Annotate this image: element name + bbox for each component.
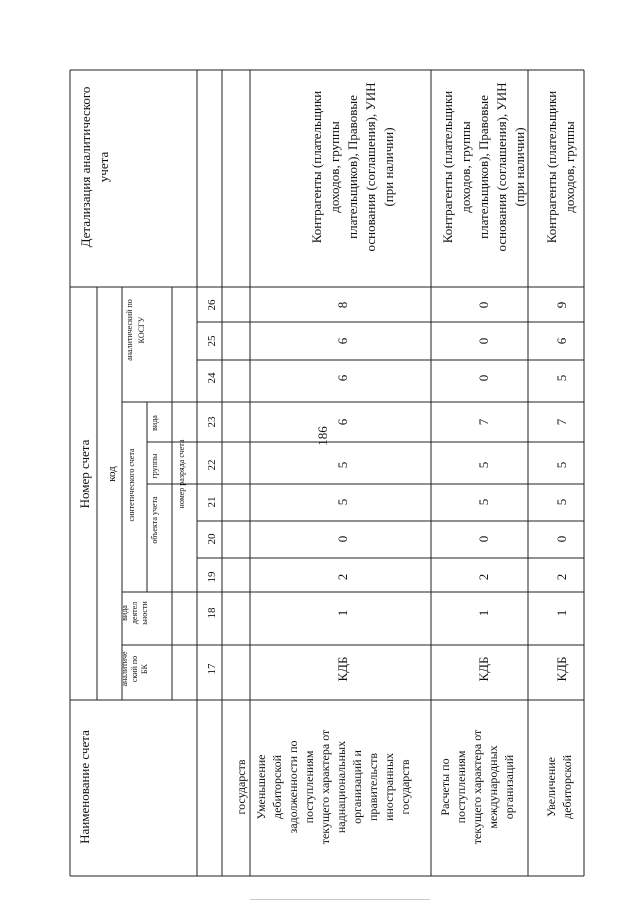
digit-cell: 22 (206, 459, 218, 471)
value-cell: 5 (335, 461, 350, 469)
digit-cell: 21 (206, 496, 218, 508)
value-cell: 9 (554, 301, 569, 309)
detail-line: доходов, группы (327, 121, 342, 213)
value-cell: 5 (476, 498, 491, 506)
svg-text:Детализация аналитического: Детализация аналитического (78, 86, 93, 248)
header-group: группы (150, 453, 159, 479)
detail-line: плательщиков), Правовые (345, 95, 360, 239)
digit-cell: 19 (206, 571, 218, 583)
detail-line: (при наличии) (381, 127, 396, 207)
page-number: 186 (314, 426, 330, 446)
row-name-line: организаций (502, 754, 516, 820)
table-rotated (77, 83, 577, 845)
row-name-line: иностранных (382, 752, 396, 822)
digit-cell: 18 (206, 607, 218, 619)
value-cell: 0 (476, 374, 491, 382)
header-analytical-bk (120, 651, 149, 687)
detail-line: основания (соглашения), УИН (494, 82, 509, 252)
header-analytical-kosgu (125, 299, 146, 361)
value-cell: 0 (476, 535, 491, 543)
svg-text:учета: учета (96, 151, 111, 183)
digit-cell: 24 (206, 372, 218, 384)
svg-text:БК: БК (140, 664, 149, 674)
digit-cell: 20 (206, 533, 218, 545)
header-account-number: Номер счета (77, 439, 92, 509)
value-cell: 0 (476, 301, 491, 309)
detail-line: доходов, группы (458, 121, 473, 213)
table-row (438, 83, 527, 845)
header-account-name: Наименование счета (77, 730, 92, 844)
value-cell: 5 (554, 374, 569, 382)
value-cell: 1 (335, 609, 350, 617)
detail-line: плательщиков), Правовые (476, 95, 491, 239)
svg-text:деятел: деятел (130, 601, 139, 625)
value-cell: 7 (476, 418, 491, 426)
digit-cell: 26 (206, 299, 218, 311)
header-activity-type (120, 601, 149, 625)
detail-line: доходов, группы (562, 121, 577, 213)
scan-artifact-line (250, 899, 430, 900)
row-name-line: государств (398, 759, 412, 815)
header-synthetic-account: синтетического счета (127, 448, 136, 522)
value-cell: 2 (335, 573, 350, 581)
digit-cell: 17 (206, 663, 218, 675)
svg-text:ский по: ский по (130, 655, 139, 683)
value-cell: 5 (554, 498, 569, 506)
detail-line: (при наличии) (512, 127, 527, 207)
row-name-line: Уменьшение (254, 754, 268, 820)
detail-line: Контрагенты (плательщики (309, 90, 324, 244)
svg-text:вида: вида (120, 605, 129, 621)
row-name-line: Увеличение (544, 756, 558, 818)
value-cell: 0 (335, 535, 350, 543)
header-digit-number: номер разряда счета (177, 439, 186, 509)
digit-cell: 25 (206, 335, 218, 347)
detail-line: основания (соглашения), УИН (363, 82, 378, 252)
value-cell: 8 (335, 301, 350, 309)
svg-text:аналитиче: аналитиче (120, 651, 129, 687)
svg-text:аналитический по: аналитический по (125, 299, 134, 361)
value-cell: 1 (476, 609, 491, 617)
row-name-line: поступлениям (302, 750, 316, 824)
row-name-line: правительств (366, 752, 380, 822)
digit-number-row (206, 299, 218, 675)
row-name-line: международных (486, 745, 500, 829)
row-name-line: текущего характера от (470, 729, 484, 845)
detail-line: Контрагенты (плательщики (544, 90, 559, 244)
value-cell: 7 (554, 418, 569, 426)
svg-text:КОСГУ: КОСГУ (137, 316, 146, 344)
value-cell: КДБ (335, 656, 350, 682)
value-cell: 5 (476, 461, 491, 469)
table-row (544, 91, 577, 819)
value-cell: 5 (554, 461, 569, 469)
value-cell: 0 (476, 337, 491, 345)
svg-text:ьности: ьности (140, 601, 149, 625)
value-cell: 0 (554, 535, 569, 543)
digit-cell: 23 (206, 416, 218, 428)
value-cell: 6 (554, 337, 569, 345)
row-name-line: дебиторской (560, 754, 574, 820)
row-name-line: государств (234, 759, 248, 815)
value-cell: 6 (335, 418, 350, 426)
row-name-line: Расчеты по (438, 758, 452, 816)
row-name-line: поступлениям (454, 750, 468, 824)
table-row (234, 759, 248, 814)
header-code: код (106, 466, 118, 482)
value-cell: КДБ (554, 656, 569, 682)
value-cell: 6 (335, 374, 350, 382)
row-name-line: задолженности по (286, 740, 300, 834)
header-detail (78, 87, 111, 248)
table-row (254, 83, 412, 845)
value-cell: КДБ (476, 656, 491, 682)
row-name-line: дебиторской (270, 754, 284, 820)
detail-line: Контрагенты (плательщики (440, 90, 455, 244)
value-cell: 1 (554, 609, 569, 617)
header-kind: вида (150, 415, 159, 431)
value-cell: 2 (554, 573, 569, 581)
value-cell: 6 (335, 337, 350, 345)
value-cell: 2 (476, 573, 491, 581)
header-account-object: объекта учета (150, 496, 159, 544)
row-name-line: текущего характера от (318, 729, 332, 845)
value-cell: 5 (335, 498, 350, 506)
row-name-line: организаций и (350, 750, 364, 824)
row-name-line: наднациональных (334, 740, 348, 834)
